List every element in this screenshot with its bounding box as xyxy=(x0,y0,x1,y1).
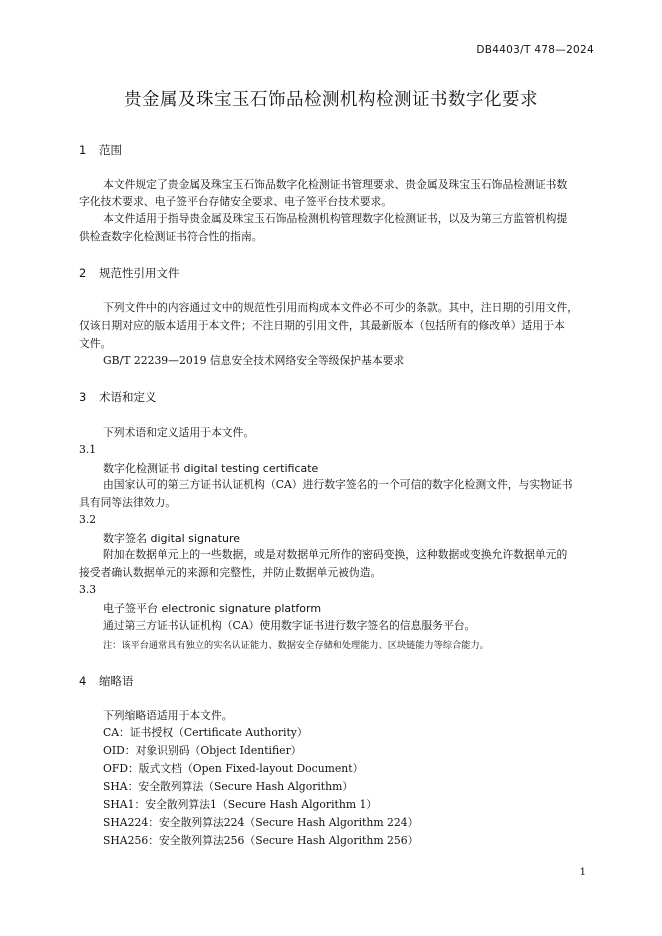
normative-reference: GB/T 22239—2019 信息安全技术网络安全等级保护基本要求 xyxy=(103,354,405,367)
abbreviation-item: OFD：版式文档（Open Fixed-layout Document） xyxy=(103,762,364,775)
abbreviation-item: SHA224：安全散列算法224（Secure Hash Algorithm 224） xyxy=(103,816,419,829)
paragraph-line: 文件。 xyxy=(79,337,112,350)
section-number: 3 xyxy=(79,390,87,404)
paragraph-line: 供检查数字化检测证书符合性的指南。 xyxy=(79,230,263,243)
section-number: 1 xyxy=(79,143,87,157)
section-title: 范围 xyxy=(99,143,122,157)
section-title: 术语和定义 xyxy=(99,390,157,404)
paragraph-line: 下列术语和定义适用于本文件。 xyxy=(103,426,255,439)
term-number: 3.2 xyxy=(79,513,97,526)
page-number: 1 xyxy=(579,867,586,878)
term-title: 数字化检测证书 digital testing certificate xyxy=(103,462,319,475)
paragraph-line: 仅该日期对应的版本适用于本文件；不注日期的引用文件，其最新版本（包括所有的修改单）适用于本 xyxy=(79,319,565,332)
standard-code: DB4403/T 478—2024 xyxy=(476,44,594,56)
term-number: 3.3 xyxy=(79,583,97,596)
section-title: 规范性引用文件 xyxy=(99,266,180,280)
section-number: 4 xyxy=(79,674,87,688)
section-1-heading xyxy=(79,142,122,158)
term-title: 电子签平台 electronic signature platform xyxy=(103,602,322,615)
abbreviation-item: OID：对象识别码（Object Identifier） xyxy=(103,744,302,757)
term-title: 数字签名 digital signature xyxy=(103,532,240,545)
abbreviation-item: SHA：安全散列算法（Secure Hash Algorithm） xyxy=(103,780,354,793)
term-definition: 附加在数据单元上的一些数据，或是对数据单元所作的密码变换，这种数据或变换允许数据单元的 xyxy=(103,548,568,561)
section-title: 缩略语 xyxy=(99,674,134,688)
paragraph-line: 本文件适用于指导贵金属及珠宝玉石饰品检测机构管理数字化检测证书，以及为第三方监管机构提 xyxy=(103,212,568,225)
abbreviation-item: SHA256：安全散列算法256（Secure Hash Algorithm 256） xyxy=(103,834,419,847)
document-title: 贵金属及珠宝玉石饰品检测机构检测证书数字化要求 xyxy=(124,90,538,110)
term-number: 3.1 xyxy=(79,443,97,456)
section-3-heading xyxy=(79,389,157,405)
term-definition: 具有同等法律效力。 xyxy=(79,496,177,509)
abbreviation-item: SHA1：安全散列算法1（Secure Hash Algorithm 1） xyxy=(103,798,378,811)
abbreviation-item: CA：证书授权（Certificate Authority） xyxy=(103,726,308,739)
paragraph-line: 下列文件中的内容通过文中的规范性引用而构成本文件必不可少的条款。其中，注日期的引用文件， xyxy=(103,301,579,314)
paragraph-line: 下列缩略语适用于本文件。 xyxy=(103,709,233,722)
section-4-heading xyxy=(79,673,134,689)
term-definition: 由国家认可的第三方证书认证机构（CA）进行数字签名的一个可信的数字化检测文件，与实物证书 xyxy=(103,478,573,491)
term-definition: 接受者确认数据单元的来源和完整性，并防止数据单元被伪造。 xyxy=(79,566,382,579)
paragraph-line: 字化技术要求、电子签平台存储安全要求、电子签平台技术要求。 xyxy=(79,195,393,208)
term-definition: 通过第三方证书认证机构（CA）使用数字证书进行数字签名的信息服务平台。 xyxy=(103,619,476,632)
section-2-heading xyxy=(79,265,180,281)
paragraph-line: 本文件规定了贵金属及珠宝玉石饰品数字化检测证书管理要求、贵金属及珠宝玉石饰品检测证书数 xyxy=(103,178,568,191)
section-number: 2 xyxy=(79,266,87,280)
note: 注：该平台通常具有独立的实名认证能力、数据安全存储和处理能力、区块链能力等综合能力。 xyxy=(103,640,489,651)
